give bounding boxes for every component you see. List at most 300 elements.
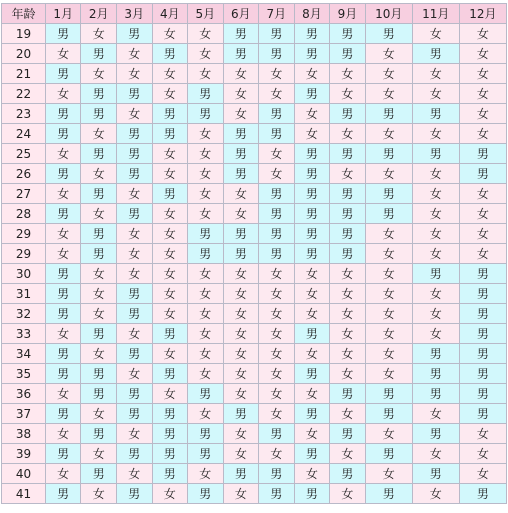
gender-cell: 女 xyxy=(224,84,259,103)
gender-cell: 女 xyxy=(153,344,188,363)
gender-cell: 男 xyxy=(295,84,330,103)
table-row xyxy=(2,264,506,283)
gender-cell: 女 xyxy=(330,124,365,143)
table-row xyxy=(2,364,506,383)
gender-cell: 女 xyxy=(259,264,294,283)
gender-cell: 男 xyxy=(46,24,81,43)
gender-cell: 男 xyxy=(117,204,152,223)
gender-cell: 女 xyxy=(413,84,459,103)
gender-cell: 男 xyxy=(413,104,459,123)
gender-cell: 男 xyxy=(460,484,506,503)
gender-cell: 男 xyxy=(46,304,81,323)
gender-cell: 男 xyxy=(81,144,116,163)
table-row xyxy=(2,184,506,203)
gender-cell: 女 xyxy=(295,284,330,303)
gender-cell: 女 xyxy=(153,164,188,183)
gender-cell: 女 xyxy=(81,444,116,463)
gender-cell: 女 xyxy=(81,124,116,143)
gender-cell: 男 xyxy=(295,204,330,223)
gender-cell: 男 xyxy=(295,44,330,63)
gender-cell: 男 xyxy=(81,464,116,483)
header-month: 11月 xyxy=(413,4,459,23)
gender-cell: 女 xyxy=(413,164,459,183)
header-month: 2月 xyxy=(81,4,116,23)
gender-cell: 女 xyxy=(460,64,506,83)
table-row xyxy=(2,24,506,43)
gender-cell: 男 xyxy=(366,404,412,423)
gender-cell: 女 xyxy=(81,284,116,303)
table-row xyxy=(2,424,506,443)
gender-cell: 女 xyxy=(295,304,330,323)
gender-cell: 女 xyxy=(46,424,81,443)
gender-cell: 女 xyxy=(295,104,330,123)
age-cell: 26 xyxy=(2,164,45,183)
gender-cell: 男 xyxy=(460,284,506,303)
gender-cell: 男 xyxy=(224,24,259,43)
gender-cell: 女 xyxy=(259,164,294,183)
gender-cell: 女 xyxy=(224,104,259,123)
gender-cell: 男 xyxy=(153,364,188,383)
gender-cell: 女 xyxy=(81,304,116,323)
gender-cell: 女 xyxy=(224,64,259,83)
gender-cell: 男 xyxy=(153,404,188,423)
gender-cell: 女 xyxy=(188,64,223,83)
gender-cell: 女 xyxy=(188,184,223,203)
gender-cell: 女 xyxy=(295,264,330,283)
gender-cell: 男 xyxy=(295,184,330,203)
gender-cell: 女 xyxy=(366,284,412,303)
gender-cell: 男 xyxy=(295,444,330,463)
gender-cell: 男 xyxy=(224,164,259,183)
gender-cell: 女 xyxy=(46,464,81,483)
gender-cell: 男 xyxy=(330,44,365,63)
header-month: 12月 xyxy=(460,4,506,23)
gender-cell: 女 xyxy=(330,404,365,423)
gender-cell: 女 xyxy=(460,24,506,43)
gender-cell: 男 xyxy=(259,484,294,503)
gender-cell: 男 xyxy=(330,204,365,223)
gender-cell: 男 xyxy=(330,144,365,163)
gender-cell: 女 xyxy=(153,24,188,43)
gender-cell: 男 xyxy=(46,264,81,283)
gender-cell: 女 xyxy=(188,364,223,383)
gender-cell: 女 xyxy=(117,224,152,243)
gender-cell: 女 xyxy=(413,444,459,463)
gender-cell: 男 xyxy=(295,224,330,243)
gender-cell: 男 xyxy=(366,204,412,223)
gender-cell: 女 xyxy=(224,204,259,223)
gender-cell: 男 xyxy=(366,484,412,503)
gender-cell: 女 xyxy=(46,384,81,403)
gender-cell: 女 xyxy=(460,44,506,63)
gender-cell: 女 xyxy=(413,224,459,243)
gender-cell: 女 xyxy=(153,144,188,163)
age-cell: 23 xyxy=(2,104,45,123)
table-row xyxy=(2,124,506,143)
gender-cell: 男 xyxy=(188,84,223,103)
gender-cell: 女 xyxy=(460,444,506,463)
table-row xyxy=(2,444,506,463)
gender-cell: 女 xyxy=(188,304,223,323)
gender-cell: 女 xyxy=(153,204,188,223)
gender-cell: 男 xyxy=(295,324,330,343)
gender-cell: 男 xyxy=(330,424,365,443)
gender-cell: 女 xyxy=(117,424,152,443)
gender-cell: 男 xyxy=(46,64,81,83)
table-row xyxy=(2,144,506,163)
gender-cell: 女 xyxy=(46,324,81,343)
age-cell: 29 xyxy=(2,224,45,243)
gender-cell: 男 xyxy=(117,164,152,183)
gender-cell: 男 xyxy=(46,124,81,143)
gender-cell: 男 xyxy=(460,304,506,323)
gender-cell: 男 xyxy=(81,184,116,203)
gender-cell: 女 xyxy=(330,304,365,323)
gender-cell: 男 xyxy=(117,444,152,463)
gender-cell: 男 xyxy=(46,104,81,123)
gender-cell: 男 xyxy=(188,224,223,243)
gender-cell: 女 xyxy=(188,464,223,483)
gender-cell: 女 xyxy=(46,84,81,103)
table-row xyxy=(2,104,506,123)
gender-cell: 女 xyxy=(413,204,459,223)
gender-cell: 女 xyxy=(366,264,412,283)
gender-cell: 女 xyxy=(224,324,259,343)
gender-cell: 女 xyxy=(330,84,365,103)
gender-cell: 男 xyxy=(117,84,152,103)
gender-cell: 男 xyxy=(117,284,152,303)
header-age: 年龄 xyxy=(2,4,45,23)
gender-cell: 男 xyxy=(413,144,459,163)
gender-cell: 男 xyxy=(259,204,294,223)
gender-cell: 男 xyxy=(117,404,152,423)
gender-cell: 女 xyxy=(188,204,223,223)
header-month: 10月 xyxy=(366,4,412,23)
gender-cell: 男 xyxy=(81,424,116,443)
table-row xyxy=(2,484,506,503)
gender-cell: 女 xyxy=(117,464,152,483)
table-row xyxy=(2,404,506,423)
gender-cell: 男 xyxy=(188,444,223,463)
gender-cell: 女 xyxy=(259,364,294,383)
gender-cell: 男 xyxy=(295,164,330,183)
gender-cell: 男 xyxy=(46,344,81,363)
age-cell: 21 xyxy=(2,64,45,83)
gender-cell: 女 xyxy=(224,344,259,363)
gender-cell: 女 xyxy=(117,44,152,63)
gender-cell: 女 xyxy=(224,304,259,323)
gender-cell: 男 xyxy=(188,424,223,443)
gender-cell: 男 xyxy=(259,24,294,43)
gender-cell: 男 xyxy=(259,244,294,263)
gender-cell: 女 xyxy=(366,304,412,323)
gender-cell: 女 xyxy=(224,264,259,283)
gender-cell: 女 xyxy=(81,404,116,423)
gender-cell: 女 xyxy=(81,164,116,183)
gender-cell: 女 xyxy=(366,324,412,343)
gender-cell: 男 xyxy=(330,464,365,483)
gender-cell: 女 xyxy=(295,384,330,403)
age-cell: 30 xyxy=(2,264,45,283)
gender-cell: 女 xyxy=(295,424,330,443)
gender-cell: 男 xyxy=(330,384,365,403)
gender-cell: 女 xyxy=(224,364,259,383)
gender-cell: 女 xyxy=(366,44,412,63)
gender-cell: 女 xyxy=(413,484,459,503)
gender-cell: 女 xyxy=(460,84,506,103)
gender-cell: 男 xyxy=(153,324,188,343)
gender-cell: 男 xyxy=(460,384,506,403)
gender-cell: 男 xyxy=(460,264,506,283)
gender-cell: 男 xyxy=(224,244,259,263)
age-cell: 33 xyxy=(2,324,45,343)
gender-cell: 女 xyxy=(366,84,412,103)
gender-cell: 女 xyxy=(117,64,152,83)
gender-cell: 男 xyxy=(460,404,506,423)
gender-cell: 女 xyxy=(413,324,459,343)
gender-cell: 男 xyxy=(295,404,330,423)
gender-cell: 女 xyxy=(413,64,459,83)
gender-table xyxy=(1,3,507,504)
gender-cell: 男 xyxy=(413,44,459,63)
gender-cell: 女 xyxy=(46,224,81,243)
gender-cell: 女 xyxy=(413,124,459,143)
header-month: 5月 xyxy=(188,4,223,23)
gender-cell: 女 xyxy=(153,84,188,103)
age-cell: 28 xyxy=(2,204,45,223)
header-month: 8月 xyxy=(295,4,330,23)
gender-cell: 女 xyxy=(224,284,259,303)
gender-cell: 女 xyxy=(81,204,116,223)
gender-cell: 女 xyxy=(224,184,259,203)
gender-cell: 男 xyxy=(366,104,412,123)
gender-cell: 男 xyxy=(295,144,330,163)
gender-cell: 女 xyxy=(81,264,116,283)
gender-cell: 女 xyxy=(81,24,116,43)
gender-cell: 女 xyxy=(366,244,412,263)
header-row xyxy=(2,4,506,23)
gender-cell: 女 xyxy=(330,484,365,503)
table-row xyxy=(2,44,506,63)
gender-cell: 女 xyxy=(81,344,116,363)
table-row xyxy=(2,224,506,243)
gender-cell: 女 xyxy=(259,444,294,463)
gender-cell: 女 xyxy=(259,64,294,83)
gender-cell: 男 xyxy=(188,384,223,403)
gender-cell: 男 xyxy=(366,184,412,203)
age-cell: 35 xyxy=(2,364,45,383)
gender-cell: 女 xyxy=(366,464,412,483)
gender-cell: 男 xyxy=(460,164,506,183)
gender-cell: 男 xyxy=(259,464,294,483)
gender-cell: 女 xyxy=(460,424,506,443)
gender-cell: 男 xyxy=(413,264,459,283)
gender-cell: 男 xyxy=(188,244,223,263)
gender-cell: 男 xyxy=(46,444,81,463)
age-cell: 24 xyxy=(2,124,45,143)
gender-cell: 男 xyxy=(117,144,152,163)
gender-cell: 女 xyxy=(117,264,152,283)
gender-cell: 男 xyxy=(259,424,294,443)
gender-cell: 男 xyxy=(259,104,294,123)
age-cell: 31 xyxy=(2,284,45,303)
gender-cell: 女 xyxy=(188,144,223,163)
gender-cell: 女 xyxy=(153,224,188,243)
gender-cell: 男 xyxy=(117,124,152,143)
gender-cell: 女 xyxy=(330,264,365,283)
gender-cell: 女 xyxy=(460,104,506,123)
gender-cell: 女 xyxy=(224,444,259,463)
gender-cell: 男 xyxy=(188,104,223,123)
gender-cell: 女 xyxy=(224,484,259,503)
gender-cell: 女 xyxy=(188,44,223,63)
gender-cell: 男 xyxy=(117,344,152,363)
gender-cell: 男 xyxy=(188,484,223,503)
gender-cell: 男 xyxy=(224,224,259,243)
gender-cell: 男 xyxy=(81,224,116,243)
gender-cell: 男 xyxy=(117,24,152,43)
gender-cell: 男 xyxy=(224,464,259,483)
age-cell: 29 xyxy=(2,244,45,263)
table-row xyxy=(2,84,506,103)
gender-cell: 男 xyxy=(224,404,259,423)
gender-cell: 女 xyxy=(413,184,459,203)
gender-cell: 女 xyxy=(366,364,412,383)
age-cell: 27 xyxy=(2,184,45,203)
age-cell: 19 xyxy=(2,24,45,43)
gender-cell: 女 xyxy=(117,364,152,383)
age-cell: 36 xyxy=(2,384,45,403)
gender-cell: 女 xyxy=(188,124,223,143)
gender-cell: 男 xyxy=(224,44,259,63)
gender-cell: 男 xyxy=(117,304,152,323)
gender-cell: 男 xyxy=(46,204,81,223)
gender-cell: 女 xyxy=(46,44,81,63)
gender-cell: 女 xyxy=(413,284,459,303)
gender-cell: 男 xyxy=(46,284,81,303)
header-month: 4月 xyxy=(153,4,188,23)
age-cell: 38 xyxy=(2,424,45,443)
header-month: 6月 xyxy=(224,4,259,23)
gender-cell: 女 xyxy=(460,184,506,203)
gender-cell: 女 xyxy=(330,164,365,183)
gender-cell: 女 xyxy=(188,404,223,423)
gender-cell: 女 xyxy=(259,84,294,103)
gender-cell: 女 xyxy=(460,224,506,243)
gender-cell: 男 xyxy=(295,484,330,503)
age-cell: 40 xyxy=(2,464,45,483)
gender-cell: 女 xyxy=(153,384,188,403)
gender-cell: 女 xyxy=(366,224,412,243)
table-row xyxy=(2,344,506,363)
gender-cell: 男 xyxy=(117,484,152,503)
gender-cell: 女 xyxy=(330,284,365,303)
gender-cell: 女 xyxy=(117,244,152,263)
gender-cell: 女 xyxy=(366,344,412,363)
gender-cell: 男 xyxy=(153,44,188,63)
gender-cell: 男 xyxy=(295,244,330,263)
gender-cell: 男 xyxy=(330,244,365,263)
gender-cell: 女 xyxy=(366,424,412,443)
gender-cell: 女 xyxy=(330,64,365,83)
age-cell: 41 xyxy=(2,484,45,503)
gender-cell: 女 xyxy=(81,64,116,83)
gender-cell: 男 xyxy=(460,364,506,383)
gender-cell: 男 xyxy=(366,444,412,463)
gender-cell: 女 xyxy=(259,324,294,343)
age-cell: 32 xyxy=(2,304,45,323)
table-row xyxy=(2,204,506,223)
gender-cell: 男 xyxy=(330,104,365,123)
gender-cell: 女 xyxy=(295,344,330,363)
gender-cell: 女 xyxy=(413,24,459,43)
gender-cell: 男 xyxy=(460,144,506,163)
table-row xyxy=(2,244,506,263)
age-cell: 37 xyxy=(2,404,45,423)
gender-cell: 男 xyxy=(413,344,459,363)
header-month: 7月 xyxy=(259,4,294,23)
gender-cell: 女 xyxy=(81,484,116,503)
gender-cell: 男 xyxy=(46,364,81,383)
gender-cell: 女 xyxy=(259,284,294,303)
gender-cell: 男 xyxy=(153,444,188,463)
gender-cell: 女 xyxy=(460,244,506,263)
gender-cell: 男 xyxy=(259,184,294,203)
header-month: 9月 xyxy=(330,4,365,23)
gender-cell: 男 xyxy=(259,224,294,243)
gender-cell: 男 xyxy=(413,364,459,383)
gender-cell: 女 xyxy=(188,324,223,343)
gender-cell: 男 xyxy=(81,44,116,63)
gender-cell: 女 xyxy=(188,164,223,183)
gender-cell: 男 xyxy=(413,424,459,443)
age-cell: 25 xyxy=(2,144,45,163)
gender-cell: 男 xyxy=(330,24,365,43)
gender-cell: 女 xyxy=(366,124,412,143)
gender-cell: 男 xyxy=(81,104,116,123)
gender-cell: 女 xyxy=(259,384,294,403)
gender-cell: 男 xyxy=(46,164,81,183)
gender-cell: 女 xyxy=(259,404,294,423)
table-row xyxy=(2,284,506,303)
gender-cell: 男 xyxy=(153,424,188,443)
table-row xyxy=(2,304,506,323)
gender-cell: 女 xyxy=(460,124,506,143)
gender-cell: 男 xyxy=(81,244,116,263)
gender-cell: 男 xyxy=(460,324,506,343)
gender-cell: 女 xyxy=(413,404,459,423)
gender-cell: 男 xyxy=(46,484,81,503)
gender-cell: 女 xyxy=(330,364,365,383)
gender-cell: 女 xyxy=(188,264,223,283)
gender-cell: 男 xyxy=(224,144,259,163)
table-row xyxy=(2,164,506,183)
gender-cell: 女 xyxy=(460,204,506,223)
gender-cell: 女 xyxy=(413,244,459,263)
gender-cell: 女 xyxy=(153,264,188,283)
gender-cell: 女 xyxy=(46,244,81,263)
gender-cell: 女 xyxy=(153,244,188,263)
gender-cell: 男 xyxy=(81,384,116,403)
gender-cell: 女 xyxy=(295,124,330,143)
gender-cell: 女 xyxy=(259,144,294,163)
gender-cell: 女 xyxy=(413,304,459,323)
age-cell: 39 xyxy=(2,444,45,463)
gender-cell: 男 xyxy=(366,384,412,403)
gender-cell: 女 xyxy=(366,164,412,183)
gender-cell: 女 xyxy=(188,344,223,363)
gender-cell: 男 xyxy=(366,144,412,163)
